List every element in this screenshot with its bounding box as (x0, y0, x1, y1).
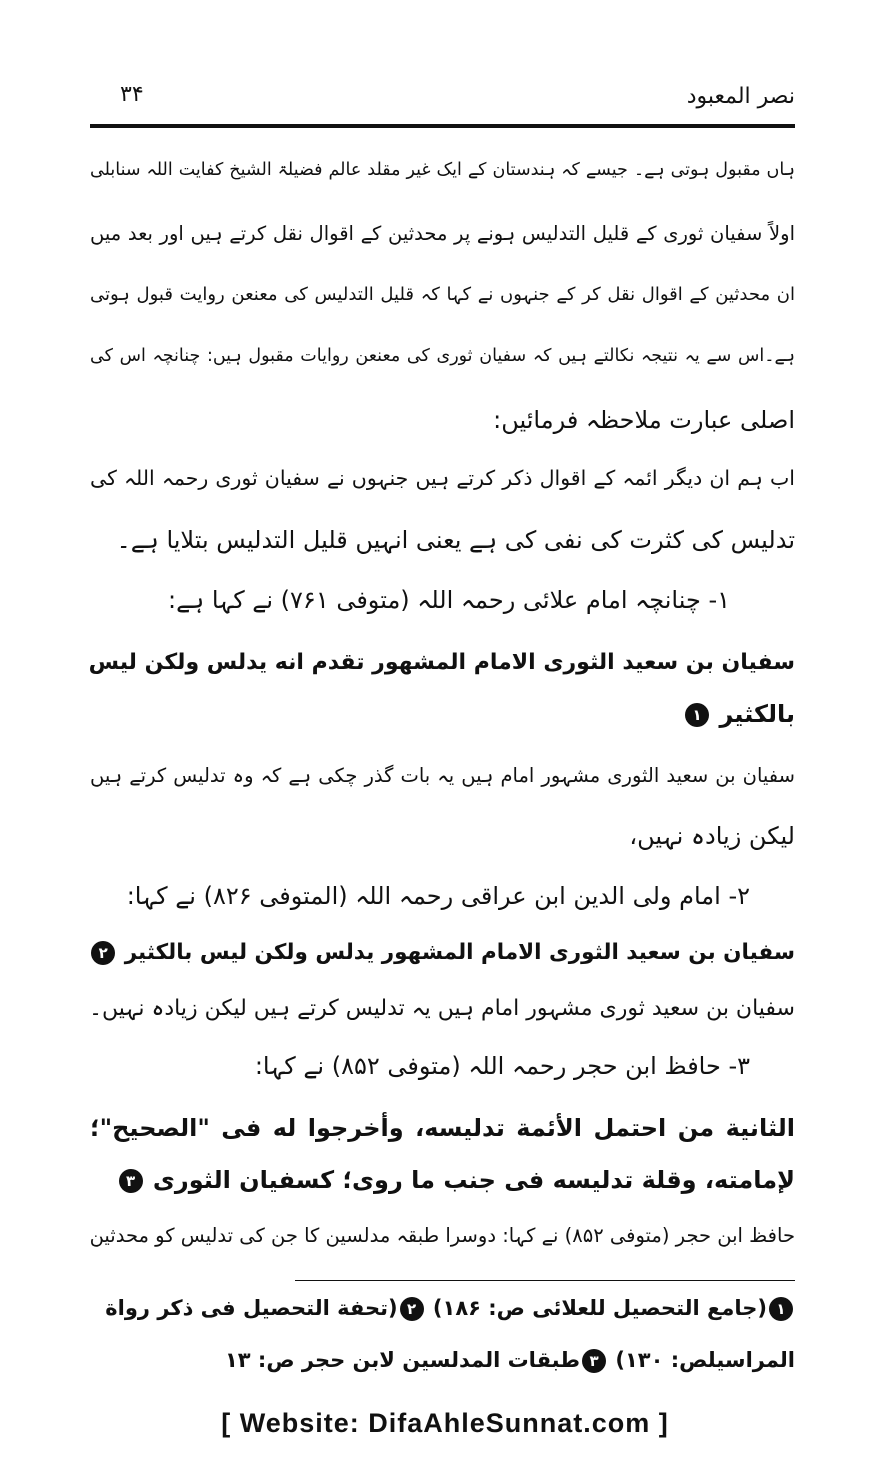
arabic-quote (90, 940, 795, 966)
arabic-quote-text: سفيان بن سعيد الثورى الامام المشهور يدلس ولكن ليس بالكثير (124, 940, 795, 965)
footnote-line (90, 1348, 795, 1373)
running-title: نصر المعبود (686, 84, 795, 109)
page-number: ۳۴ (120, 82, 144, 107)
footnote-marker: ۳ (582, 1349, 606, 1373)
translation-line: لیکن زیادہ نہیں، (629, 822, 795, 850)
website-footer: [ Website: DifaAhleSunnat.com ] (221, 1408, 669, 1438)
footnote-marker: ۲ (400, 1297, 424, 1321)
body-line: اولاً سفیان ثوری کے قلیل التدلیس ہونے پر محدثین کے اقوال نقل کرتے ہیں اور بعد میں (90, 222, 795, 245)
arabic-quote-end (90, 700, 795, 729)
body-line: ۳- حافظ ابن حجر رحمہ اللہ (متوفی ۸۵۲) نے کہا: (254, 1052, 750, 1080)
body-line: اصلی عبارت ملاحظہ فرمائیں: (493, 406, 795, 434)
footnote-text: المراسيلص: ۱۳۰) (615, 1348, 795, 1372)
body-line: اب ہم ان دیگر ائمہ کے اقوال ذکر کرتے ہیں جنہوں نے سفیان ثوری رحمہ اللہ کی (90, 466, 795, 490)
footnote-text: طبقات المدلسين لابن حجر ص: ۱۳ (224, 1348, 581, 1372)
footnote-marker: ۳ (119, 1169, 143, 1193)
footnote-line (90, 1296, 795, 1321)
footnote-marker: ۱ (685, 703, 709, 727)
arabic-quote: سفيان بن سعيد الثورى الامام المشهور تقدم انه يدلس ولكن ليس (88, 650, 795, 675)
arabic-quote-text: بالكثير (719, 700, 795, 728)
translation-line: سفیان بن سعید الثوری مشہور امام ہیں یہ بات گذر چکی ہے کہ وہ تدلیس کرتے ہیں (90, 764, 795, 787)
body-line: ان محدثین کے اقوال نقل کر کے جنہوں نے کہا کہ قلیل التدلیس کی معنعن روایت قبول ہوتی (90, 284, 795, 305)
header-rule (90, 124, 795, 128)
arabic-quote (90, 1166, 795, 1195)
footnote-text: (تحفة التحصيل فى ذكر رواة (105, 1296, 398, 1320)
body-line: تدلیس کی کثرت کی نفی کی ہے یعنی انہیں قلیل التدلیس بتلایا ہے۔ (116, 526, 795, 554)
footnote-marker: ۱ (769, 1297, 793, 1321)
body-line: ہے۔اس سے یہ نتیجہ نکالتے ہیں کہ سفیان ثوری کی معنعن روایات مقبول ہیں: چنانچہ اس کی (90, 346, 795, 366)
body-line: ہاں مقبول ہوتی ہے۔ جیسے کہ ہندستان کے ایک غیر مقلد عالم فضیلۃ الشیخ کفایت اللہ سنابلی (90, 160, 795, 180)
arabic-quote: الثانية من احتمل الأئمة تدليسه، وأخرجوا له فى "الصحيح"؛ (90, 1114, 795, 1142)
body-line: ۲- امام ولی الدین ابن عراقی رحمہ اللہ (المتوفی ۸۲۶) نے کہا: (126, 882, 750, 910)
page-header (90, 72, 795, 122)
body-line: حافظ ابن حجر (متوفی ۸۵۲) نے کہا: دوسرا طبقہ مدلسین کا جن کی تدلیس کو محدثین (89, 1224, 795, 1247)
footnote-separator (295, 1280, 795, 1281)
arabic-quote-text: لإمامته، وقلة تدليسه فى جنب ما روى؛ كسفيان الثورى (152, 1166, 795, 1194)
footnote-text: (جامع التحصيل للعلائى ص: ۱۸۶) (432, 1296, 767, 1320)
footnote-marker: ۲ (91, 941, 115, 965)
translation-line: سفیان بن سعید ثوری مشہور امام ہیں یہ تدلیس کرتے ہیں لیکن زیادہ نہیں۔ (89, 996, 795, 1021)
body-line: ۱- چنانچہ امام علائی رحمہ اللہ (متوفی ۷۶۱) نے کہا ہے: (168, 586, 730, 614)
